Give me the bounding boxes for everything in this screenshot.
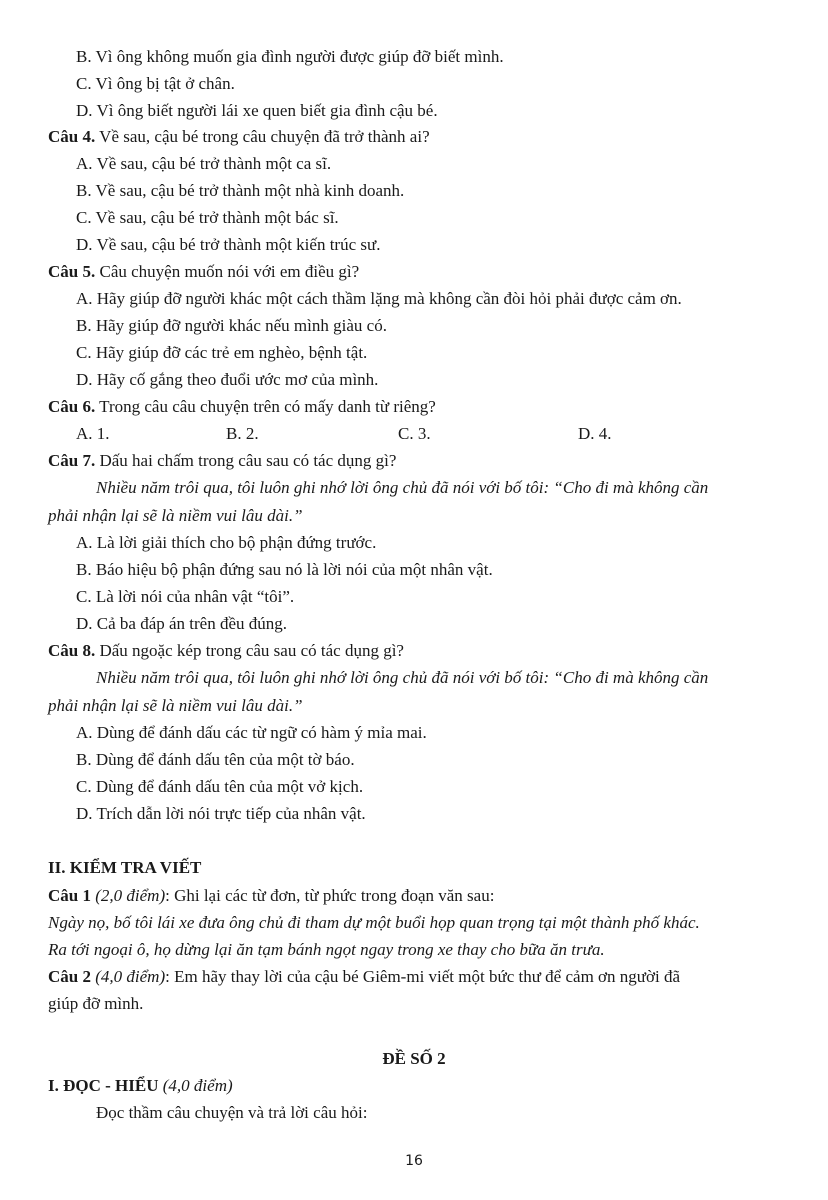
- writing-q2-text-line2: giúp đỡ mình.: [48, 994, 144, 1013]
- q3-option-b: B. Vì ông không muốn gia đình người được giúp đỡ biết mình.: [76, 47, 504, 66]
- q5-option-d: D. Hãy cố gắng theo đuổi ước mơ của mình.: [76, 370, 379, 389]
- q4-text: Về sau, cậu bé trong câu chuyện đã trở thành ai?: [95, 127, 430, 146]
- q8-option-b: B. Dùng để đánh dấu tên của một tờ báo.: [76, 750, 355, 769]
- exam-2-section-1-title: I. ĐỌC - HIỂU: [48, 1076, 159, 1095]
- q8-quote-line2: phải nhận lại sẽ là niềm vui lâu dài.”: [48, 696, 303, 715]
- q8-question: [48, 641, 404, 661]
- writing-q1: [48, 886, 494, 906]
- q7-question: [48, 451, 396, 471]
- section-2-heading: II. KIỂM TRA VIẾT: [48, 858, 202, 877]
- q6-question: [48, 397, 436, 417]
- q7-option-a: A. Là lời giải thích cho bộ phận đứng trước.: [76, 533, 377, 552]
- q7-text: Dấu hai chấm trong câu sau có tác dụng gì?: [95, 451, 397, 470]
- q7-option-b: B. Báo hiệu bộ phận đứng sau nó là lời nói của một nhân vật.: [76, 560, 493, 579]
- writing-q2-points: (4,0 điểm): [90, 967, 166, 986]
- q7-label: Câu 7.: [48, 451, 96, 470]
- q8-text: Dấu ngoặc kép trong câu sau có tác dụng gì?: [95, 641, 404, 660]
- q8-option-c: C. Dùng để đánh dấu tên của một vở kịch.: [76, 777, 364, 796]
- writing-q1-text: : Ghi lại các từ đơn, từ phức trong đoạn văn sau:: [165, 886, 495, 905]
- writing-q1-paragraph-line2: Ra tới ngoại ô, họ dừng lại ăn tạm bánh ngọt ngay trong xe thay cho bữa ăn trưa.: [48, 940, 605, 959]
- q4-option-a: A. Về sau, cậu bé trở thành một ca sĩ.: [76, 154, 332, 173]
- writing-q2-text: : Em hãy thay lời của cậu bé Giêm-mi viết một bức thư để cảm ơn người đã: [165, 967, 680, 986]
- q7-option-d: D. Cả ba đáp án trên đều đúng.: [76, 614, 288, 633]
- q4-question: [48, 127, 430, 147]
- q7-quote-line2: phải nhận lại sẽ là niềm vui lâu dài.”: [48, 506, 303, 525]
- q8-option-a: A. Dùng để đánh dấu các từ ngữ có hàm ý mỉa mai.: [76, 723, 427, 742]
- q5-option-b: B. Hãy giúp đỡ người khác nếu mình giàu có.: [76, 316, 387, 335]
- q6-label: Câu 6.: [48, 397, 96, 416]
- exam-2-title: ĐỀ SỐ 2: [382, 1049, 446, 1068]
- q3-option-d: D. Vì ông biết người lái xe quen biết gia đình cậu bé.: [76, 101, 438, 120]
- q4-option-b: B. Về sau, cậu bé trở thành một nhà kinh doanh.: [76, 181, 405, 200]
- exam-2-section-1-heading: [48, 1076, 233, 1096]
- q4-option-d: D. Về sau, cậu bé trở thành một kiến trúc sư.: [76, 235, 381, 254]
- q8-quote-line1: Nhiều năm trôi qua, tôi luôn ghi nhớ lời ông chủ đã nói với bố tôi: “Cho đi mà không cần: [96, 668, 709, 687]
- exam-2-instruction: Đọc thầm câu chuyện và trả lời câu hỏi:: [96, 1103, 368, 1122]
- q6-text: Trong câu câu chuyện trên có mấy danh từ riêng?: [95, 397, 436, 416]
- q5-text: Câu chuyện muốn nói với em điều gì?: [95, 262, 360, 281]
- page-number: 16: [405, 1153, 423, 1169]
- q5-option-c: C. Hãy giúp đỡ các trẻ em nghèo, bệnh tật.: [76, 343, 368, 362]
- q6-option-a: A. 1.: [76, 424, 110, 443]
- q4-option-c: C. Về sau, cậu bé trở thành một bác sĩ.: [76, 208, 339, 227]
- writing-q1-label: Câu 1: [48, 886, 91, 905]
- q6-option-b: B. 2.: [226, 424, 259, 443]
- q3-option-c: C. Vì ông bị tật ở chân.: [76, 74, 235, 93]
- q8-label: Câu 8.: [48, 641, 96, 660]
- q8-option-d: D. Trích dẫn lời nói trực tiếp của nhân vật.: [76, 804, 366, 823]
- q7-quote-line1: Nhiều năm trôi qua, tôi luôn ghi nhớ lời ông chủ đã nói với bố tôi: “Cho đi mà không cần: [96, 478, 709, 497]
- q5-question: [48, 262, 359, 282]
- q7-option-c: C. Là lời nói của nhân vật “tôi”.: [76, 587, 295, 606]
- q4-label: Câu 4.: [48, 127, 96, 146]
- writing-q1-points: (2,0 điểm): [90, 886, 166, 905]
- writing-q1-paragraph-line1: Ngày nọ, bố tôi lái xe đưa ông chủ đi tham dự một buổi họp quan trọng tại một thành phố khác.: [48, 913, 700, 932]
- q5-option-a: A. Hãy giúp đỡ người khác một cách thầm lặng mà không cần đòi hỏi phải được cảm ơn.: [76, 289, 682, 308]
- q6-option-c: C. 3.: [398, 424, 431, 443]
- writing-q2-label: Câu 2: [48, 967, 91, 986]
- writing-q2: [48, 967, 680, 987]
- q6-option-d: D. 4.: [578, 424, 612, 443]
- q5-label: Câu 5.: [48, 262, 96, 281]
- exam-2-section-1-points: (4,0 điểm): [158, 1076, 233, 1095]
